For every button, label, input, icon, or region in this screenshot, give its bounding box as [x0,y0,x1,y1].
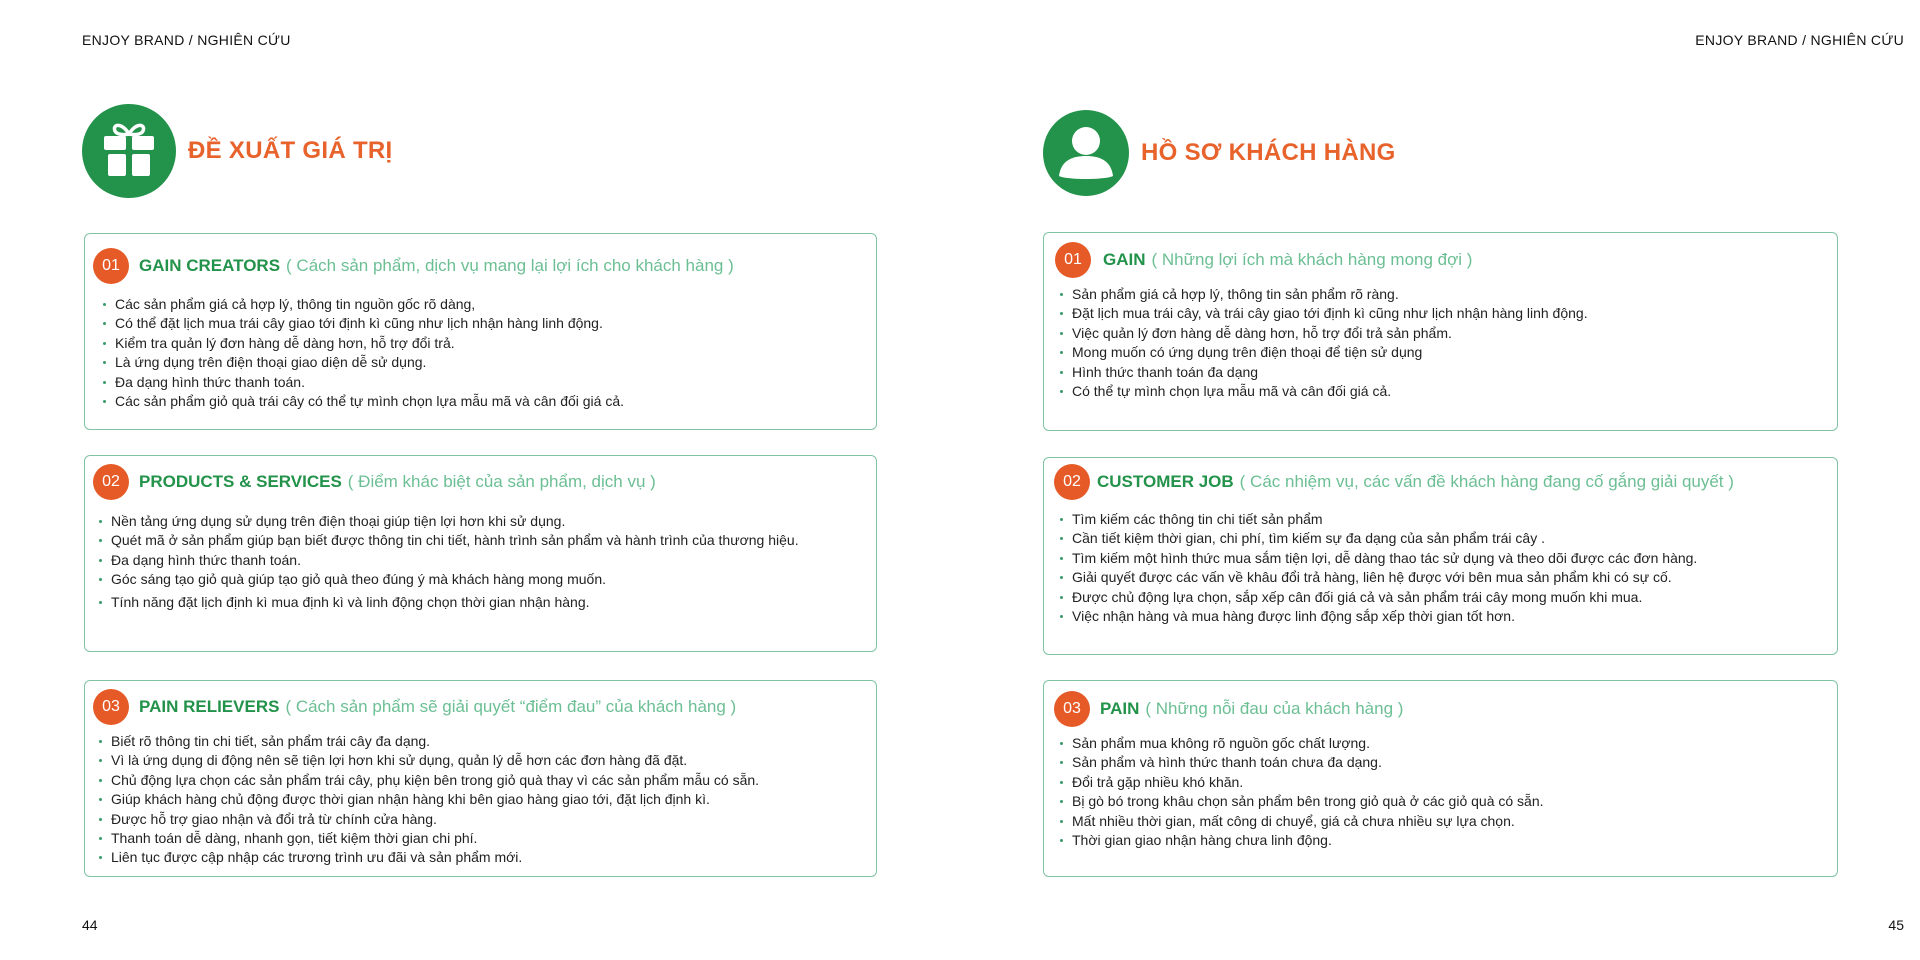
bullet-list [97,512,799,612]
list-item: Chủ động lựa chọn các sản phẩm trái cây, phụ kiện bên trong giỏ quà thay vì các sản phẩm mẫu có sẵn. [97,771,759,790]
card-title: PAIN RELIEVERS [139,697,280,716]
section-header-value-proposition [82,104,393,198]
list-item: Góc sáng tạo giỏ quà giúp tạo giỏ quà theo đúng ý mà khách hàng mong muốn. [97,570,799,589]
user-icon [1043,110,1129,196]
card-header [1055,242,1472,278]
card-customer-job [1043,457,1838,655]
card-subtitle: ( Cách sản phẩm sẽ giải quyết “điểm đau” của khách hàng ) [285,697,737,716]
list-item: Việc nhận hàng và mua hàng được linh động sắp xếp thời gian tốt hơn. [1058,607,1697,626]
card-header [93,689,736,725]
card-header [93,248,734,284]
list-item: Tìm kiếm một hình thức mua sắm tiện lợi, dễ dàng thao tác sử dụng và theo dõi được các đơn hàng. [1058,549,1697,568]
number-badge: 03 [93,689,129,725]
card-title: CUSTOMER JOB [1097,472,1234,491]
section-title: ĐỀ XUẤT GIÁ TRỊ [188,137,393,164]
list-item: Sản phẩm giá cả hợp lý, thông tin sản phẩm rõ ràng. [1058,285,1588,304]
number-badge: 02 [1054,464,1090,500]
page-number: 45 [1888,917,1904,933]
card-title: GAIN CREATORS [139,256,281,275]
card-products-services [84,455,877,652]
list-item: Giúp khách hàng chủ động được thời gian nhận hàng khi bên giao hàng giao tới, đặt lịch định kì. [97,790,759,809]
list-item: Hình thức thanh toán đa dạng [1058,363,1588,382]
list-item: Cần tiết kiệm thời gian, chi phí, tìm kiếm sự đa dạng của sản phẩm trái cây . [1058,529,1697,548]
bullet-list [1058,285,1588,401]
card-pain [1043,680,1838,877]
list-item: Tính năng đặt lịch định kì mua định kì và linh động chọn thời gian nhận hàng. [97,593,799,612]
gift-icon [82,104,176,198]
card-pain-relievers [84,680,877,877]
card-header [93,464,656,500]
list-item: Có thể tự mình chọn lựa mẫu mã và cân đối giá cả. [1058,382,1588,401]
list-item: Được chủ động lựa chọn, sắp xếp cân đối giá cả và sản phẩm trái cây mong muốn khi mua. [1058,588,1697,607]
card-subtitle: ( Điểm khác biệt của sản phẩm, dịch vụ ) [347,472,656,491]
card-title: PAIN [1100,699,1140,718]
card-subtitle: ( Các nhiệm vụ, các vấn đề khách hàng đang cố gắng giải quyết ) [1239,472,1734,491]
bullet-list [101,295,624,411]
list-item: Các sản phẩm giá cả hợp lý, thông tin nguồn gốc rõ dàng, [101,295,624,314]
right-page [960,0,1920,960]
running-head: ENJOY BRAND / NGHIÊN CỨU [1695,32,1904,48]
section-title: HỒ SƠ KHÁCH HÀNG [1141,139,1396,166]
list-item: Mong muốn có ứng dụng trên điện thoại để tiện sử dụng [1058,343,1588,362]
bullet-list [97,732,759,868]
card-header [1054,691,1403,727]
list-item: Vì là ứng dụng di động nên sẽ tiện lợi hơn khi sử dụng, quản lý dễ hơn các đơn hàng đã đặt. [97,751,759,770]
running-head: ENJOY BRAND / NGHIÊN CỨU [82,32,291,48]
list-item: Bị gò bó trong khâu chọn sản phẩm bên trong giỏ quà ở các giỏ quà có sẵn. [1058,792,1544,811]
list-item: Việc quản lý đơn hàng dễ dàng hơn, hỗ trợ đổi trả sản phẩm. [1058,324,1588,343]
list-item: Giải quyết được các vấn về khâu đổi trả hàng, liên hệ được với bên mua sản phẩm khi có sự cố. [1058,568,1697,587]
number-badge: 02 [93,464,129,500]
list-item: Biết rõ thông tin chi tiết, sản phẩm trái cây đa dạng. [97,732,759,751]
list-item: Kiểm tra quản lý đơn hàng dễ dàng hơn, hỗ trợ đổi trả. [101,334,624,353]
list-item: Sản phẩm mua không rõ nguồn gốc chất lượng. [1058,734,1544,753]
card-subtitle: ( Những lợi ích mà khách hàng mong đợi ) [1151,250,1473,269]
list-item: Đa dạng hình thức thanh toán. [97,551,799,570]
list-item: Đa dạng hình thức thanh toán. [101,373,624,392]
bullet-list [1058,510,1697,626]
number-badge: 01 [1055,242,1091,278]
card-gain-creators [84,233,877,430]
card-subtitle: ( Cách sản phẩm, dịch vụ mang lại lợi ích cho khách hàng ) [286,256,734,275]
list-item: Có thể đặt lịch mua trái cây giao tới định kì cũng như lịch nhận hàng linh động. [101,314,624,333]
list-item: Tìm kiếm các thông tin chi tiết sản phẩm [1058,510,1697,529]
list-item: Quét mã ở sản phẩm giúp bạn biết được thông tin chi tiết, hành trình sản phẩm và hành trình của thương hiệu. [97,531,799,550]
number-badge: 03 [1054,691,1090,727]
list-item: Sản phẩm và hình thức thanh toán chưa đa dạng. [1058,753,1544,772]
section-header-customer-profile [1043,110,1396,196]
list-item: Các sản phẩm giỏ quà trái cây có thể tự mình chọn lựa mẫu mã và cân đối giá cả. [101,392,624,411]
number-badge: 01 [93,248,129,284]
list-item: Đặt lịch mua trái cây, và trái cây giao tới định kì cũng như lịch nhận hàng linh động. [1058,304,1588,323]
card-gain [1043,232,1838,431]
list-item: Đổi trả gặp nhiều khó khăn. [1058,773,1544,792]
list-item: Được hỗ trợ giao nhận và đổi trả từ chính cửa hàng. [97,810,759,829]
list-item: Liên tục được cập nhập các trương trình ưu đãi và sản phẩm mới. [97,848,759,867]
card-header [1054,464,1734,500]
list-item: Mất nhiều thời gian, mất công di chuyể, giá cả chưa nhiều sự lựa chọn. [1058,812,1544,831]
card-subtitle: ( Những nỗi đau của khách hàng ) [1145,699,1404,718]
list-item: Là ứng dụng trên điện thoại giao diện dễ sử dụng. [101,353,624,372]
bullet-list [1058,734,1544,850]
card-title: PRODUCTS & SERVICES [139,472,342,491]
page-number: 44 [82,917,98,933]
card-title: GAIN [1103,250,1146,269]
list-item: Thời gian giao nhận hàng chưa linh động. [1058,831,1544,850]
list-item: Nền tảng ứng dụng sử dụng trên điện thoại giúp tiện lợi hơn khi sử dụng. [97,512,799,531]
list-item: Thanh toán dễ dàng, nhanh gọn, tiết kiệm thời gian chi phí. [97,829,759,848]
